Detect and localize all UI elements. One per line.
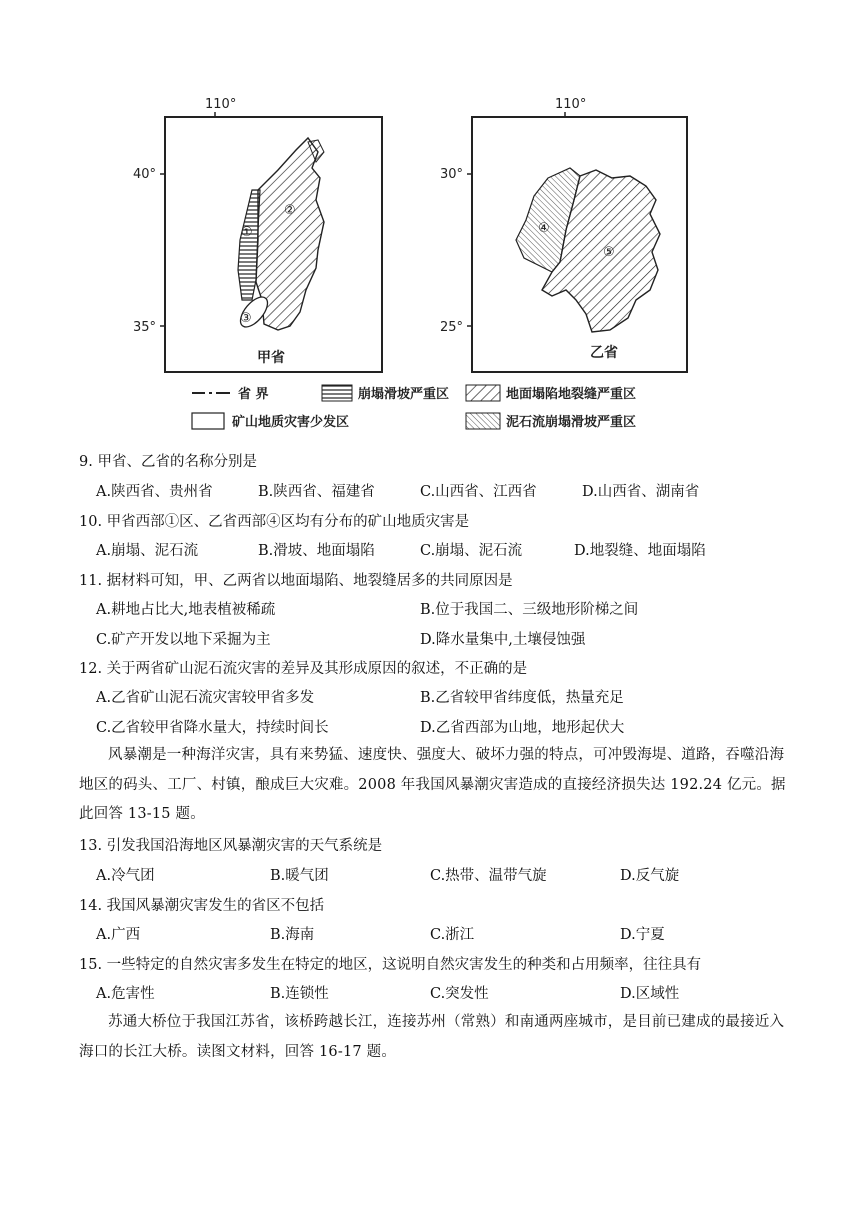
q14-option-a: A.广西 <box>96 927 141 943</box>
legend-hhatch-label: 崩塌滑坡严重区 <box>358 387 450 402</box>
map-yi-zone-5-label: ⑤ <box>603 245 615 260</box>
q13-option-b: B.暖气团 <box>270 868 329 884</box>
q14-option-d: D.宁夏 <box>620 927 665 943</box>
question-14-stem: 14. 我国风暴潮灾害发生的省区不包括 <box>79 898 325 914</box>
q9-option-c: C.山西省、江西省 <box>420 484 537 500</box>
legend-boundary-label: 省 界 <box>238 387 269 402</box>
q13-option-a: A.冷气团 <box>96 868 155 884</box>
q14-option-c: C.浙江 <box>430 927 475 943</box>
q11-option-b: B.位于我国二、三级地形阶梯之间 <box>420 602 639 618</box>
q9-option-a: A.陕西省、贵州省 <box>96 484 213 500</box>
q10-option-a: A.崩塌、泥石流 <box>96 543 199 559</box>
map-jia-lat-top: 40° <box>133 167 157 182</box>
question-11-stem: 11. 据材料可知，甲、乙两省以地面塌陷、地裂缝居多的共同原因是 <box>79 573 513 589</box>
map-yi-lat-bottom: 25° <box>440 320 464 335</box>
q12-option-c: C.乙省较甲省降水量大，持续时间长 <box>96 720 329 736</box>
legend-blank-label: 矿山地质灾害少发区 <box>232 415 350 430</box>
map-yi-lat-top: 30° <box>440 167 464 182</box>
question-9-stem: 9. 甲省、乙省的名称分别是 <box>79 454 257 470</box>
q12-option-d: D.乙省西部为山地，地形起伏大 <box>420 720 625 736</box>
q12-option-b: B.乙省较甲省纬度低，热量充足 <box>420 690 624 706</box>
map-yi-lon-label: 110° <box>555 97 587 112</box>
legend <box>192 385 636 430</box>
map-jia <box>133 97 382 372</box>
q9-option-b: B.陕西省、福建省 <box>258 484 375 500</box>
q13-option-c: C.热带、温带气旋 <box>430 868 547 884</box>
map-jia-lat-bottom: 35° <box>133 320 157 335</box>
q9-option-d: D.山西省、湖南省 <box>582 484 700 500</box>
q10-option-b: B.滑坡、地面塌陷 <box>258 543 375 559</box>
map-yi-zone-4-label: ④ <box>538 221 550 236</box>
legend-dhatch-label: 地面塌陷地裂缝严重区 <box>506 387 637 402</box>
q11-option-a: A.耕地占比大,地表植被稀疏 <box>96 602 276 618</box>
legend-fhatch-label: 泥石流崩塌滑坡严重区 <box>506 415 637 430</box>
q12-option-a: A.乙省矿山泥石流灾害较甲省多发 <box>96 690 315 706</box>
map-jia-zone-3-label: ③ <box>240 311 252 326</box>
disaster-maps-figure <box>0 0 860 440</box>
q11-option-d: D.降水量集中,土壤侵蚀强 <box>420 632 586 648</box>
q10-option-d: D.地裂缝、地面塌陷 <box>574 543 706 559</box>
question-12-stem: 12. 关于两省矿山泥石流灾害的差异及其形成原因的叙述，不正确的是 <box>79 661 528 677</box>
map-yi <box>440 97 687 372</box>
map-jia-name: 甲省 <box>257 350 285 366</box>
q15-option-c: C.突发性 <box>430 986 489 1002</box>
q15-option-d: D.区域性 <box>620 986 680 1002</box>
q11-option-c: C.矿产开发以地下采掘为主 <box>96 632 271 648</box>
q14-option-b: B.海南 <box>270 927 315 943</box>
map-jia-zone-1-label: ① <box>241 225 253 240</box>
question-13-stem: 13. 引发我国沿海地区风暴潮灾害的天气系统是 <box>79 838 383 854</box>
question-10-stem: 10. 甲省西部①区、乙省西部④区均有分布的矿山地质灾害是 <box>79 514 470 530</box>
map-jia-zone-2-label: ② <box>284 203 296 218</box>
q10-option-c: C.崩塌、泥石流 <box>420 543 523 559</box>
map-yi-name: 乙省 <box>590 345 618 361</box>
q13-option-d: D.反气旋 <box>620 868 680 884</box>
passage-storm-surge: 风暴潮是一种海洋灾害，具有来势猛、速度快、强度大、破坏力强的特点，可冲毁海堤、道路，吞噬沿海地区的码头、工厂、村镇，酿成巨大灾难。2008 年我国风暴潮灾害造成的直接经济损失达 192.24 亿元。据此回答 13-15 题。 <box>79 747 786 822</box>
map-jia-lon-label: 110° <box>205 97 237 112</box>
q15-option-b: B.连锁性 <box>270 986 329 1002</box>
passage-bridge: 苏通大桥位于我国江苏省，该桥跨越长江，连接苏州（常熟）和南通两座城市，是目前已建成的最接近入海口的长江大桥。读图文材料，回答 16-17 题。 <box>79 1014 785 1060</box>
question-15-stem: 15. 一些特定的自然灾害多发生在特定的地区，这说明自然灾害发生的种类和占用频率，往往具有 <box>79 957 702 973</box>
q15-option-a: A.危害性 <box>96 986 155 1002</box>
